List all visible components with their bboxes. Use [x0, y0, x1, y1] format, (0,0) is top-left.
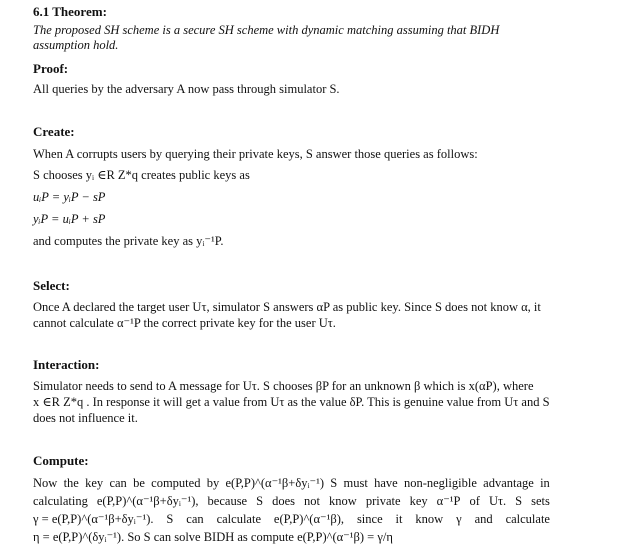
- justified-word: and: [474, 512, 493, 526]
- compute-line3: [33, 512, 550, 527]
- justified-word: S: [330, 476, 338, 490]
- select-title: Select:: [33, 278, 70, 293]
- create-line1: When A corrupts users by querying their private keys, S answer those queries as follows:: [33, 147, 478, 161]
- select-line2: cannot calculate α⁻¹P the correct private key for the user Uτ.: [33, 316, 336, 330]
- justified-word: can: [186, 512, 204, 526]
- select-line1: Once A declared the target user Uτ, simulator S answers αP as public key. Since S does not know α, it: [33, 300, 541, 314]
- justified-word: S: [515, 494, 523, 508]
- justified-word: because: [207, 494, 248, 508]
- justified-word: not: [304, 494, 321, 508]
- compute-line1: [33, 476, 550, 491]
- justified-word: private: [365, 494, 401, 508]
- proof-title: Proof:: [33, 61, 69, 76]
- justified-word: by: [206, 476, 220, 490]
- justified-word: must: [343, 476, 368, 490]
- justified-word: non-negligible: [403, 476, 477, 490]
- interaction-title: Interaction:: [33, 357, 100, 372]
- compute-title: Compute:: [33, 453, 89, 468]
- justified-word: Now: [33, 476, 58, 490]
- justified-word: since: [356, 512, 383, 526]
- justified-word: does: [272, 494, 296, 508]
- interaction-line2: x ∈R Z*q . In response it will get a value from Uτ as the value δP. This is genuine value from Uτ and S: [33, 395, 550, 409]
- justified-word: key: [409, 494, 428, 508]
- interaction-line3: does not influence it.: [33, 411, 138, 425]
- justified-word: calculating: [33, 494, 88, 508]
- justified-word: S: [256, 494, 264, 508]
- create-equation2: yᵢP = uᵢP + sP: [33, 212, 106, 226]
- justified-word: Uτ.: [488, 494, 507, 508]
- justified-word: sets: [531, 494, 550, 508]
- justified-word: e(P,P)^(α⁻¹β+δyᵢ⁻¹),: [96, 494, 199, 508]
- justified-word: key: [85, 476, 104, 490]
- create-line3: and computes the private key as yᵢ⁻¹P.: [33, 234, 224, 248]
- theorem-statement-line2: assumption hold.: [33, 38, 119, 52]
- justified-word: it: [395, 512, 403, 526]
- justified-word: γ: [456, 512, 462, 526]
- justified-word: of: [469, 494, 480, 508]
- justified-word: computed: [151, 476, 201, 490]
- justified-word: α⁻¹P: [436, 494, 461, 508]
- theorem-title: 6.1 Theorem:: [33, 4, 107, 19]
- create-line2: S chooses yᵢ ∈R Z*q creates public keys as: [33, 168, 250, 182]
- proof-line1: All queries by the adversary A now pass through simulator S.: [33, 82, 340, 96]
- justified-word: S: [166, 512, 174, 526]
- create-title: Create:: [33, 124, 75, 139]
- justified-word: know: [329, 494, 357, 508]
- justified-word: have: [374, 476, 398, 490]
- interaction-line1: Simulator needs to send to A message for Uτ. S chooses βP for an unknown β which is x(αP), where: [33, 379, 534, 393]
- justified-word: calculate: [216, 512, 261, 526]
- compute-line4: η = e(P,P)^(δyᵢ⁻¹). So S can solve BIDH as compute e(P,P)^(α⁻¹β) = γ/η: [33, 530, 393, 544]
- justified-word: the: [63, 476, 79, 490]
- justified-word: γ = e(P,P)^(α⁻¹β+δyᵢ⁻¹).: [33, 512, 154, 526]
- compute-line2: [33, 494, 550, 509]
- justified-word: be: [133, 476, 145, 490]
- justified-word: advantage: [483, 476, 534, 490]
- justified-word: e(P,P)^(α⁻¹β),: [273, 512, 345, 526]
- justified-word: in: [540, 476, 550, 490]
- create-equation1: uᵢP = yᵢP − sP: [33, 190, 106, 204]
- theorem-statement-line1: The proposed SH scheme is a secure SH scheme with dynamic matching assuming that BIDH: [33, 23, 500, 37]
- justified-word: can: [109, 476, 127, 490]
- justified-word: calculate: [505, 512, 550, 526]
- justified-word: know: [415, 512, 444, 526]
- justified-word: e(P,P)^(α⁻¹β+δyᵢ⁻¹): [225, 476, 325, 490]
